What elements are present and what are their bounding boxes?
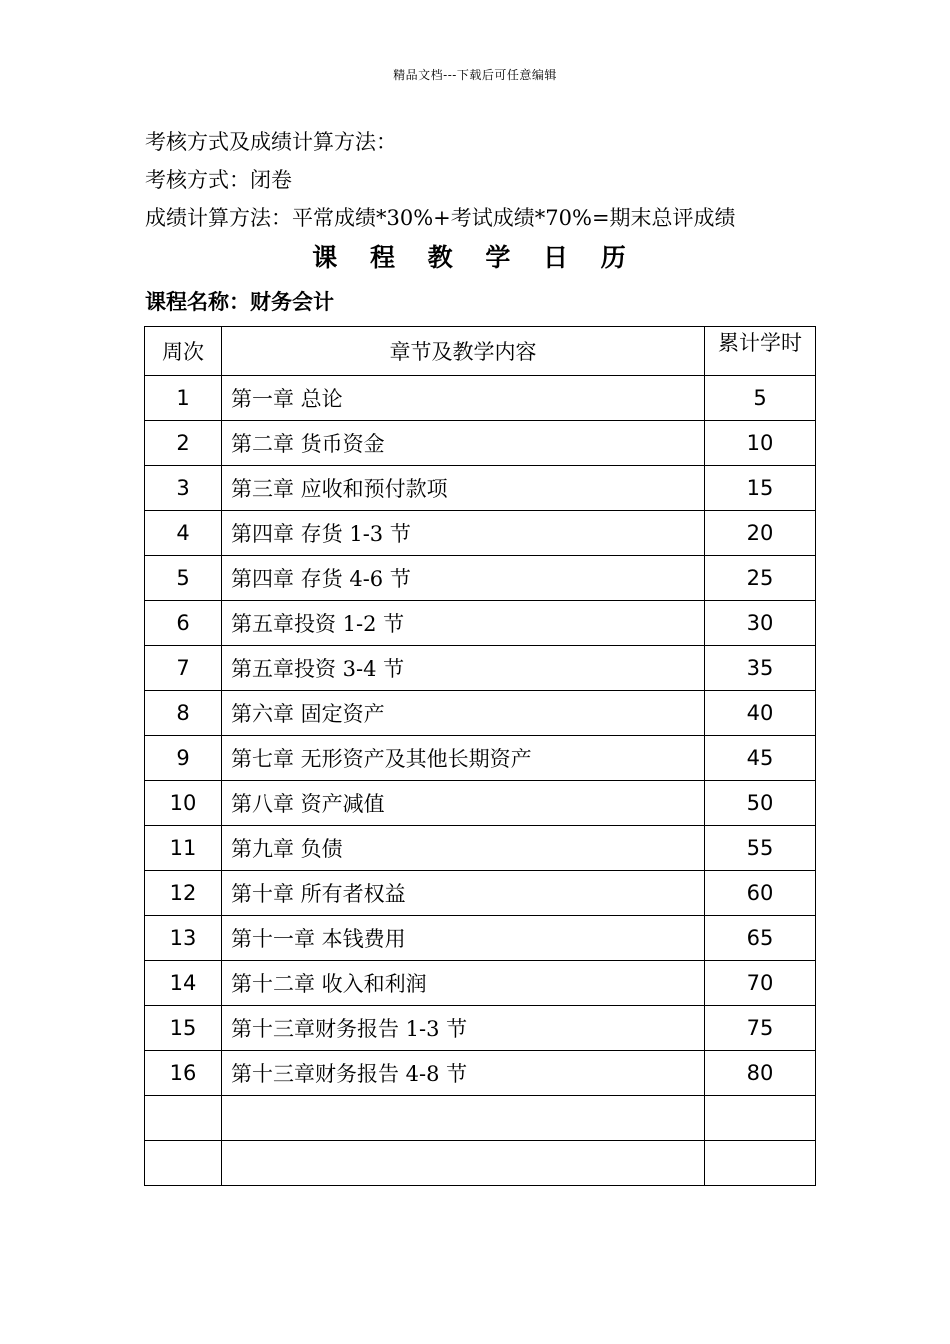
week-cell: 9 [145, 736, 222, 781]
schedule-body [145, 376, 816, 1186]
hours-cell: 75 [705, 1006, 816, 1051]
hours-cell: 35 [705, 646, 816, 691]
content-cell: 第七章 无形资产及其他长期资产 [222, 736, 705, 781]
table-row [145, 1051, 816, 1096]
content-cell: 第十一章 本钱费用 [222, 916, 705, 961]
hours-cell: 45 [705, 736, 816, 781]
week-cell: 7 [145, 646, 222, 691]
content-cell [222, 1096, 705, 1141]
hours-cell: 30 [705, 601, 816, 646]
content-cell: 第六章 固定资产 [222, 691, 705, 736]
hours-cell: 40 [705, 691, 816, 736]
header-hours: 累计学时 [705, 327, 816, 376]
hours-cell: 15 [705, 466, 816, 511]
hours-cell: 60 [705, 871, 816, 916]
header-content: 章节及教学内容 [222, 327, 705, 376]
content-cell: 第四章 存货 1-3 节 [222, 511, 705, 556]
week-cell: 15 [145, 1006, 222, 1051]
content-cell: 第九章 负债 [222, 826, 705, 871]
hours-cell: 65 [705, 916, 816, 961]
hours-cell: 55 [705, 826, 816, 871]
week-cell [145, 1141, 222, 1186]
week-cell: 16 [145, 1051, 222, 1096]
table-row [145, 1096, 816, 1141]
table-row [145, 871, 816, 916]
calendar-title: 课 程 教 学 日 历 [312, 243, 638, 272]
table-row [145, 916, 816, 961]
page-header: 精品文档---下载后可任意编辑 [393, 68, 557, 82]
content-cell: 第五章投资 1-2 节 [222, 601, 705, 646]
table-row [145, 376, 816, 421]
content-cell [222, 1141, 705, 1186]
content-cell: 第十章 所有者权益 [222, 871, 705, 916]
week-cell: 3 [145, 466, 222, 511]
hours-cell [705, 1141, 816, 1186]
table-row [145, 826, 816, 871]
content-cell: 第五章投资 3-4 节 [222, 646, 705, 691]
schedule-table [144, 326, 816, 1186]
hours-cell: 10 [705, 421, 816, 466]
hours-cell: 5 [705, 376, 816, 421]
assessment-heading: 考核方式及成绩计算方法： [145, 130, 397, 154]
content-cell: 第四章 存货 4-6 节 [222, 556, 705, 601]
table-row [145, 961, 816, 1006]
table-row [145, 691, 816, 736]
hours-cell: 20 [705, 511, 816, 556]
week-cell: 1 [145, 376, 222, 421]
week-cell: 6 [145, 601, 222, 646]
hours-cell: 70 [705, 961, 816, 1006]
week-cell: 12 [145, 871, 222, 916]
table-row [145, 421, 816, 466]
week-cell: 11 [145, 826, 222, 871]
table-row [145, 466, 816, 511]
content-cell: 第二章 货币资金 [222, 421, 705, 466]
table-header-row [145, 327, 816, 376]
hours-cell [705, 1096, 816, 1141]
content-cell: 第一章 总论 [222, 376, 705, 421]
week-cell: 13 [145, 916, 222, 961]
week-cell: 14 [145, 961, 222, 1006]
hours-cell: 80 [705, 1051, 816, 1096]
table-row [145, 781, 816, 826]
table-row [145, 511, 816, 556]
table-row [145, 556, 816, 601]
table-row [145, 736, 816, 781]
content-cell: 第十三章财务报告 4-8 节 [222, 1051, 705, 1096]
week-cell: 4 [145, 511, 222, 556]
week-cell: 5 [145, 556, 222, 601]
hours-cell: 50 [705, 781, 816, 826]
content-cell: 第三章 应收和预付款项 [222, 466, 705, 511]
grade-formula: 成绩计算方法：平常成绩*30%+考试成绩*70%=期末总评成绩 [145, 206, 736, 230]
week-cell: 8 [145, 691, 222, 736]
table-row [145, 601, 816, 646]
content-cell: 第八章 资产减值 [222, 781, 705, 826]
assessment-method: 考核方式：闭卷 [145, 168, 292, 192]
content-cell: 第十三章财务报告 1-3 节 [222, 1006, 705, 1051]
content-cell: 第十二章 收入和利润 [222, 961, 705, 1006]
header-week: 周次 [145, 327, 222, 376]
week-cell: 2 [145, 421, 222, 466]
hours-cell: 25 [705, 556, 816, 601]
table-row [145, 1141, 816, 1186]
week-cell [145, 1096, 222, 1141]
course-name: 课程名称：财务会计 [145, 289, 334, 314]
table-row [145, 1006, 816, 1051]
table-row [145, 646, 816, 691]
week-cell: 10 [145, 781, 222, 826]
